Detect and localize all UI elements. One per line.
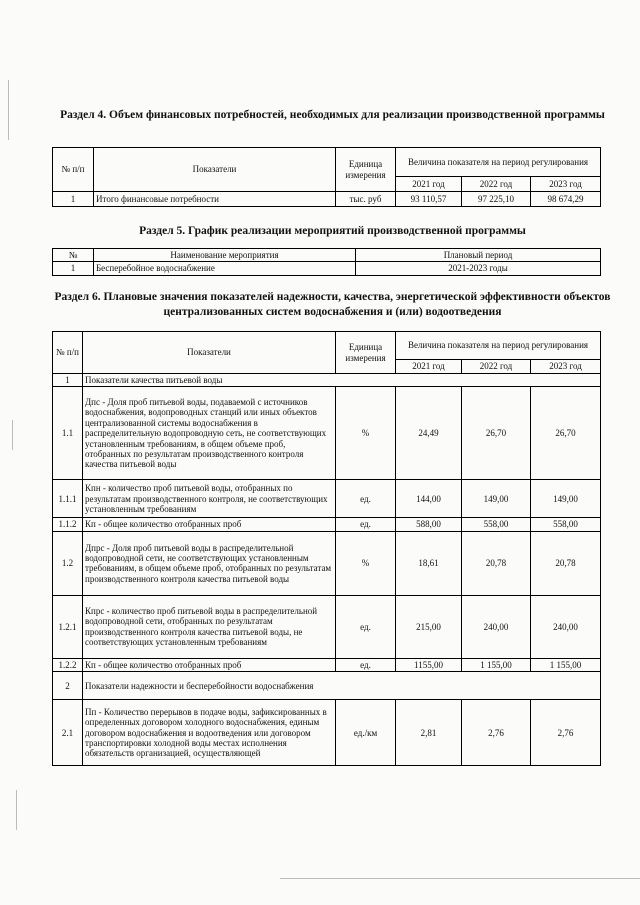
s6-row-name: Кп - общее количество отобранных проб: [83, 518, 336, 531]
s5-row-name: Бесперебойное водоснабжение: [94, 262, 356, 275]
s5-header-period: Плановый период: [356, 249, 601, 262]
s6-row-2023: 558,00: [531, 518, 601, 531]
s6-row-num: 1: [53, 374, 83, 387]
s6-header-indicator: Показатели: [83, 332, 336, 374]
scan-artifact-bottom-line: [280, 878, 640, 879]
s6-row-2021: 18,61: [396, 531, 462, 595]
s4-header-unit: Единица измерения: [336, 148, 396, 192]
s5-row-period: 2021-2023 годы: [356, 262, 601, 275]
s6-row-name: Дпс - Доля проб питьевой воды, подаваемой с источников водоснабжения, водопроводных станций или иных объектов централизованной системы водоснабжения в распределительную водопроводную сеть, не соответствующих установленным требованиям, в общем объеме проб, отобранных по результатам производственного контроля качества питьевой воды: [83, 387, 336, 480]
s6-row-name: Кп - общее количество отобранных проб: [83, 658, 336, 671]
s4-header-period: Величина показателя на период регулирования: [396, 148, 601, 177]
s4-header-2023: 2023 год: [531, 177, 601, 192]
s6-row-name: Дпрс - Доля проб питьевой воды в распределительной водопроводной сети, не соответствующих установленным требованиям, в общем объеме проб, отобранных по результатам производственного контроля качества питьевой воды: [83, 531, 336, 595]
table-row: [53, 192, 601, 207]
s6-row-2022: 149,00: [462, 480, 531, 518]
section5-title: Раздел 5. График реализации мероприятий производственной программы: [139, 225, 526, 237]
s6-row-unit: %: [336, 387, 396, 480]
s6-header-2023: 2023 год: [531, 360, 601, 374]
s6-row-2022: 240,00: [462, 595, 531, 658]
table-row: [53, 518, 601, 531]
table-row: [53, 672, 601, 700]
section4-title: Раздел 4. Объем финансовых потребностей, необходимых для реализации производственной программы: [60, 109, 605, 121]
s6-row-2023: 20,78: [531, 531, 601, 595]
s6-row-num: 2: [53, 672, 83, 700]
s6-row-num: 1.2: [53, 531, 83, 595]
table-row: [53, 700, 601, 766]
s4-row-2022: 97 225,10: [462, 192, 531, 207]
s6-row-2022: 1 155,00: [462, 658, 531, 671]
s5-header-num: №: [53, 249, 94, 262]
s4-header-2021: 2021 год: [396, 177, 462, 192]
s5-header-name: Наименование мероприятия: [94, 249, 356, 262]
s6-header-period: Величина показателя на период регулирования: [396, 332, 601, 360]
s4-row-unit: тыс. руб: [336, 192, 396, 207]
s6-row-name: Показатели надежности и бесперебойности водоснабжения: [83, 672, 601, 700]
s6-row-2023: 1 155,00: [531, 658, 601, 671]
s6-row-unit: ед.: [336, 595, 396, 658]
s6-row-num: 1.2.2: [53, 658, 83, 671]
s4-row-2023: 98 674,29: [531, 192, 601, 207]
table-row: [53, 658, 601, 671]
s4-row-2021: 93 110,57: [396, 192, 462, 207]
section6-title: Раздел 6. Плановые значения показателей надежности, качества, энергетической эффективности объектов централизованных систем водоснабжения и (или) водоотведения: [54, 291, 611, 318]
s6-row-2023: 149,00: [531, 480, 601, 518]
s6-header-2021: 2021 год: [396, 360, 462, 374]
s6-row-2023: 26,70: [531, 387, 601, 480]
s6-row-num: 2.1: [53, 700, 83, 766]
s6-row-2021: 24,49: [396, 387, 462, 480]
s4-header-num: № п/п: [53, 148, 94, 192]
table-row: [53, 374, 601, 387]
table-row: [53, 262, 601, 275]
s6-row-2021: 588,00: [396, 518, 462, 531]
s6-row-2023: 240,00: [531, 595, 601, 658]
s6-row-unit: %: [336, 531, 396, 595]
table-row: [53, 480, 601, 518]
s6-row-num: 1.2.1: [53, 595, 83, 658]
scan-artifact-left-bottom: [16, 790, 17, 830]
s6-row-unit: ед.: [336, 480, 396, 518]
s6-row-unit: ед./км: [336, 700, 396, 766]
section4-table: [52, 147, 601, 207]
s4-header-2022: 2022 год: [462, 177, 531, 192]
s6-row-num: 1.1.1: [53, 480, 83, 518]
section5-table: [52, 248, 601, 276]
table-row: [53, 531, 601, 595]
table-row: [53, 595, 601, 658]
s6-row-name: Пп - Количество перерывов в подаче воды, зафиксированных в определенных договором холодного водоснабжения, единым договором водоснабжения и водоотведения или договором транспортировки холодной воды местах исполнения обязательств организацией, осуществляющей: [83, 700, 336, 766]
s6-row-2021: 215,00: [396, 595, 462, 658]
section6-table: [52, 331, 601, 766]
s6-row-unit: ед.: [336, 658, 396, 671]
s5-row-num: 1: [53, 262, 94, 275]
s4-row-name: Итого финансовые потребности: [94, 192, 336, 207]
table-row: [53, 387, 601, 480]
scan-artifact-left-top: [8, 80, 9, 140]
s6-row-name: Показатели качества питьевой воды: [83, 374, 601, 387]
s6-header-num: № п/п: [53, 332, 83, 374]
s6-header-unit: Единица измерения: [336, 332, 396, 374]
s6-row-2021: 144,00: [396, 480, 462, 518]
s6-row-2021: 1155,00: [396, 658, 462, 671]
s6-row-2022: 26,70: [462, 387, 531, 480]
s4-header-indicator: Показатели: [94, 148, 336, 192]
s6-row-2022: 558,00: [462, 518, 531, 531]
scan-artifact-left-mid: [12, 420, 13, 450]
s6-header-2022: 2022 год: [462, 360, 531, 374]
s6-row-name: Кпн - количество проб питьевой воды, отобранных по результатам производственного контроля, не соответствующих установленным требованиям: [83, 480, 336, 518]
s6-row-unit: ед.: [336, 518, 396, 531]
s6-row-num: 1.1: [53, 387, 83, 480]
s4-row-num: 1: [53, 192, 94, 207]
s6-row-2023: 2,76: [531, 700, 601, 766]
s6-row-2021: 2,81: [396, 700, 462, 766]
s6-row-name: Кпрс - количество проб питьевой воды в распределительной водопроводной сети, отобранных по результатам производственного контроля качества питьевой воды, не соответствующих установленным требованиям: [83, 595, 336, 658]
s6-row-2022: 2,76: [462, 700, 531, 766]
s6-row-2022: 20,78: [462, 531, 531, 595]
s6-row-num: 1.1.2: [53, 518, 83, 531]
